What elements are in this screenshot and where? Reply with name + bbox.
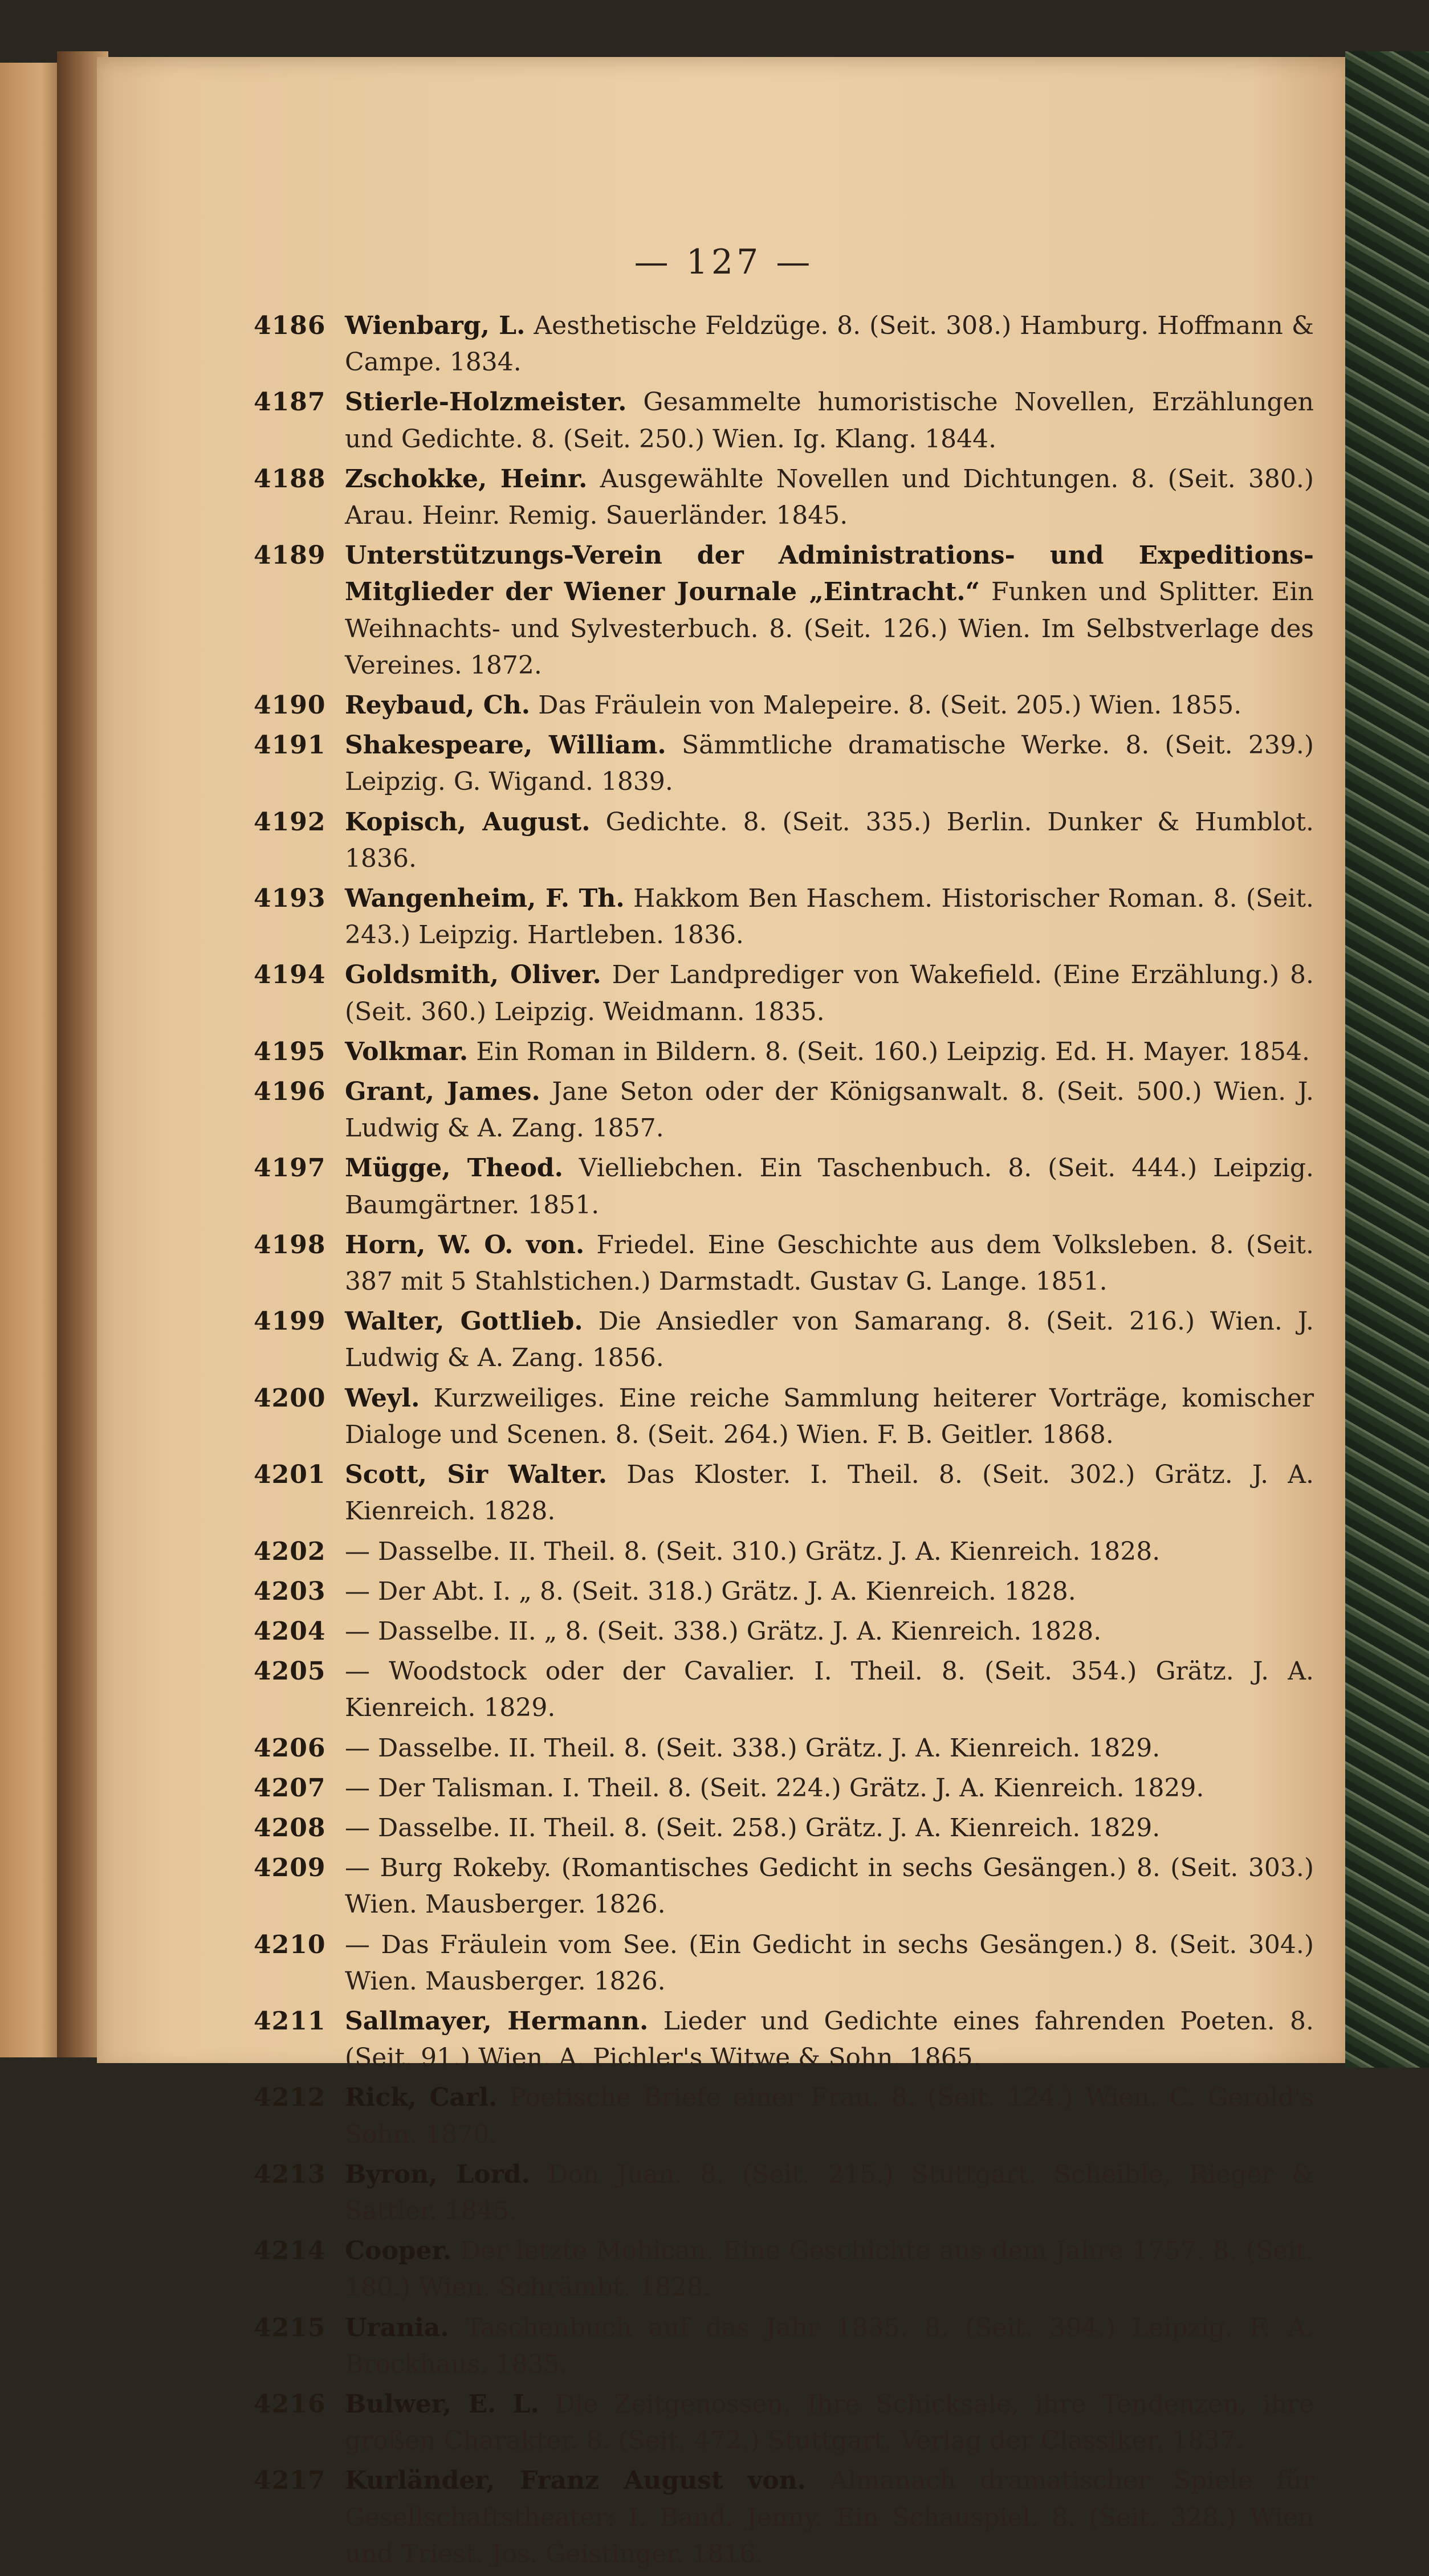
entry-text: Gesammelte humoristische Novellen, Erzählungen und Gedichte. 8. (Seit. 250.) Wien. Ig. Klang. 1844. (345, 388, 1314, 454)
catalog-entry (254, 1034, 1314, 1070)
entry-text: Aesthetische Feldzüge. 8. (Seit. 308.) Hamburg. Hoffmann & Campe. 1834. (345, 311, 1314, 377)
catalog-entries (254, 308, 1314, 2576)
entry-number: 4209 (254, 1853, 326, 1883)
entry-author: Reybaud, Ch. (345, 691, 531, 720)
catalog-entry (254, 308, 1314, 381)
entry-number: 4213 (254, 2159, 326, 2189)
catalog-entry (254, 1850, 1314, 1923)
entry-text: — Der Abt. I. „ 8. (Seit. 318.) Grätz. J. A. Kienreich. 1828. (345, 1576, 1076, 1606)
catalog-entry (254, 1457, 1314, 1530)
entry-number: 4198 (254, 1230, 326, 1260)
catalog-entry (254, 1653, 1314, 1726)
entry-text: Der Landprediger von Wakefield. (Eine Erzählung.) 8. (Seit. 360.) Leipzig. Weidmann. 1835. (345, 960, 1314, 1026)
entry-author: Grant, James. (345, 1077, 540, 1107)
entry-number: 4200 (254, 1383, 326, 1413)
entry-author: Byron, Lord. (345, 2159, 530, 2189)
entry-text: Hakkom Ben Haschem. Historischer Roman. 8. (Seit. 243.) Leipzig. Hartleben. 1836. (345, 884, 1314, 950)
catalog-entry (254, 1380, 1314, 1453)
entry-text: — Woodstock oder der Cavalier. I. Theil. 8. (Seit. 354.) Grätz. J. A. Kienreich. 1829. (345, 1657, 1314, 1723)
entry-author: Kurländer, Franz August von. (345, 2466, 806, 2496)
entry-text: — Dasselbe. II. Theil. 8. (Seit. 338.) Grätz. J. A. Kienreich. 1829. (345, 1733, 1161, 1763)
entry-number: 4186 (254, 311, 326, 340)
catalog-entry (254, 461, 1314, 534)
entry-author: Cooper. (345, 2236, 451, 2266)
catalog-entry (254, 1810, 1314, 1847)
entry-number: 4187 (254, 388, 326, 417)
entry-text: Friedel. Eine Geschichte aus dem Volksleben. 8. (Seit. 387 mit 5 Stahlstichen.) Darmstadt. Gustav G. Lange. 1851. (345, 1230, 1314, 1297)
entry-number: 4201 (254, 1460, 326, 1490)
entry-text: — Der Talisman. I. Theil. 8. (Seit. 224.) Grätz. J. A. Kienreich. 1829. (345, 1773, 1204, 1803)
entry-author: Walter, Gottlieb. (345, 1307, 583, 1336)
entry-text: — Das Fräulein vom See. (Ein Gedicht in sechs Gesängen.) 8. (Seit. 304.) Wien. Mausberger. 1826. (345, 1930, 1314, 1996)
entry-number: 4211 (254, 2006, 326, 2036)
catalog-entry (254, 687, 1314, 724)
entry-number: 4197 (254, 1154, 326, 1183)
entry-text: — Dasselbe. II. Theil. 8. (Seit. 258.) Grätz. J. A. Kienreich. 1829. (345, 1813, 1161, 1843)
catalog-entry (254, 1534, 1314, 1570)
entry-number: 4210 (254, 1930, 326, 1959)
entry-number: 4188 (254, 464, 326, 494)
entry-text: Lieder und Gedichte eines fahrenden Poeten. 8. (Seit. 91.) Wien. A. Pichler's Witwe & Sohn. 1865. (345, 2006, 1314, 2073)
entry-author: Horn, W. O. von. (345, 1230, 585, 1260)
entry-text: Das Kloster. I. Theil. 8. (Seit. 302.) Grätz. J. A. Kienreich. 1828. (345, 1460, 1314, 1526)
catalog-entry (254, 1074, 1314, 1147)
catalog-entry (254, 727, 1314, 800)
entry-author: Rick, Carl. (345, 2083, 498, 2113)
entry-number: 4196 (254, 1077, 326, 1107)
entry-text: Jane Seton oder der Königsanwalt. 8. (Seit. 500.) Wien. J. Ludwig & A. Zang. 1857. (345, 1077, 1314, 1143)
entry-text: Poetische Briefe einer Frau. 8. (Seit. 124.) Wien. C. Gerold's Sohn. 1870. (345, 2083, 1314, 2149)
catalog-entry (254, 1730, 1314, 1767)
entry-author: Zschokke, Heinr. (345, 464, 588, 494)
entry-number: 4212 (254, 2083, 326, 2113)
entry-number: 4205 (254, 1657, 326, 1686)
entry-text: — Dasselbe. II. Theil. 8. (Seit. 310.) Grätz. J. A. Kienreich. 1828. (345, 1536, 1161, 1566)
entry-author: Goldsmith, Oliver. (345, 960, 601, 990)
entry-text: Das Fräulein von Malepeire. 8. (Seit. 205.) Wien. 1855. (538, 691, 1242, 720)
entry-number: 4191 (254, 731, 326, 760)
catalog-entry (254, 2003, 1314, 2076)
entry-text: Vielliebchen. Ein Taschenbuch. 8. (Seit. 444.) Leipzig. Baumgärtner. 1851. (345, 1154, 1314, 1220)
entry-author: Urania. (345, 2313, 449, 2342)
catalog-entry (254, 2233, 1314, 2306)
catalog-entry (254, 2157, 1314, 2229)
entry-author: Unterstützungs-Verein der Administrations- und Expeditions-Mitglieder der Wiener Journale „Eintracht.“ (345, 541, 1314, 607)
entry-author: Volkmar. (345, 1037, 469, 1066)
catalog-entry (254, 1574, 1314, 1610)
entry-text: Gedichte. 8. (Seit. 335.) Berlin. Dunker & Humblot. 1836. (345, 807, 1314, 873)
entry-text: Sämmtliche dramatische Werke. 8. (Seit. 239.) Leipzig. G. Wigand. 1839. (345, 731, 1314, 797)
entry-number: 4215 (254, 2313, 326, 2342)
entry-number: 4195 (254, 1037, 326, 1066)
catalog-entry (254, 804, 1314, 877)
entry-author: Stierle-Holzmeister. (345, 388, 627, 417)
catalog-entry (254, 957, 1314, 1030)
catalog-entry (254, 537, 1314, 684)
catalog-entry (254, 384, 1314, 457)
entry-text: Funken und Splitter. Ein Weihnachts- und Sylvesterbuch. 8. (Seit. 126.) Wien. Im Selbstverlage des Vereines. 1872. (345, 577, 1314, 680)
entry-text: Die Zeitgenossen. Ihre Schicksale, ihre Tendenzen, ihre großen Charakter. 8. (Seit. 472.) Stuttgart. Verlag der Classiker. 1837. (345, 2389, 1314, 2456)
entry-author: Scott, Sir Walter. (345, 1460, 608, 1490)
catalog-entry (254, 2080, 1314, 2153)
entry-text: Die Ansiedler von Samarang. 8. (Seit. 216.) Wien. J. Ludwig & A. Zang. 1856. (345, 1307, 1314, 1373)
catalog-entry (254, 1150, 1314, 1223)
entry-author: Shakespeare, William. (345, 731, 666, 760)
entry-text: Ein Roman in Bildern. 8. (Seit. 160.) Leipzig. Ed. H. Mayer. 1854. (476, 1037, 1310, 1066)
entry-number: 4189 (254, 541, 326, 570)
entry-number: 4216 (254, 2389, 326, 2419)
entry-text: Kurzweiliges. Eine reiche Sammlung heiterer Vorträge, komischer Dialoge und Scenen. 8. (Seit. 264.) Wien. F. B. Geitler. 1868. (345, 1383, 1314, 1449)
entry-number: 4193 (254, 884, 326, 914)
marbled-cover (1345, 51, 1429, 2068)
catalog-entry (254, 1303, 1314, 1376)
entry-number: 4207 (254, 1773, 326, 1803)
entry-number: 4190 (254, 691, 326, 720)
entry-author: Wienbarg, L. (345, 311, 526, 340)
entry-number: 4217 (254, 2466, 326, 2496)
entry-number: 4203 (254, 1576, 326, 1606)
page-number: — 127 — (634, 242, 814, 282)
entry-text: Taschenbuch auf das Jahr 1835. 8. (Seit. 394.) Leipzig. F. A. Brockhaus. 1835. (345, 2313, 1314, 2379)
entry-number: 4206 (254, 1733, 326, 1763)
entry-text: Almanach dramatischer Spiele für Gesellschaftstheater: I. Band. Jenny. Ein Schauspiel. 8. (Seit. 328.) Wien und Triest. Jos. Geistinger. 1816. (345, 2466, 1314, 2569)
entry-number: 4214 (254, 2236, 326, 2266)
catalog-entry (254, 2386, 1314, 2459)
entry-number: 4208 (254, 1813, 326, 1843)
book-page (97, 57, 1351, 2569)
catalog-entry (254, 1770, 1314, 1807)
entry-number: 4199 (254, 1307, 326, 1336)
catalog-entry (254, 881, 1314, 953)
entry-text: Don Juan. 8. (Seit. 215.) Stuttgart. Scheible, Rieger & Sattler. 1845. (345, 2159, 1314, 2226)
entry-number: 4194 (254, 960, 326, 990)
entry-text: — Burg Rokeby. (Romantisches Gedicht in sechs Gesängen.) 8. (Seit. 303.) Wien. Mausberger. 1826. (345, 1853, 1314, 1919)
entry-text: Ausgewählte Novellen und Dichtungen. 8. (Seit. 380.) Arau. Heinr. Remig. Sauerländer. 1845. (345, 464, 1314, 531)
entry-text: Der letzte Mohican. Eine Geschichte aus dem Jahre 1757. 8. (Seit. 180.) Wien. Schrämbt. 1828. (345, 2236, 1314, 2302)
catalog-entry (254, 2310, 1314, 2383)
entry-number: 4192 (254, 807, 326, 837)
entry-text: — Dasselbe. II. „ 8. (Seit. 338.) Grätz. J. A. Kienreich. 1828. (345, 1616, 1102, 1646)
catalog-entry (254, 1227, 1314, 1300)
entry-author: Kopisch, August. (345, 807, 591, 837)
entry-number: 4202 (254, 1536, 326, 1566)
entry-author: Mügge, Theod. (345, 1154, 563, 1183)
entry-author: Wangenheim, F. Th. (345, 884, 625, 914)
catalog-entry (254, 2463, 1314, 2573)
entry-author: Sallmayer, Hermann. (345, 2006, 649, 2036)
entry-author: Weyl. (345, 1383, 420, 1413)
entry-number: 4204 (254, 1616, 326, 1646)
catalog-entry (254, 1927, 1314, 2000)
entry-author: Bulwer, E. L. (345, 2389, 539, 2419)
catalog-entry (254, 1613, 1314, 1650)
